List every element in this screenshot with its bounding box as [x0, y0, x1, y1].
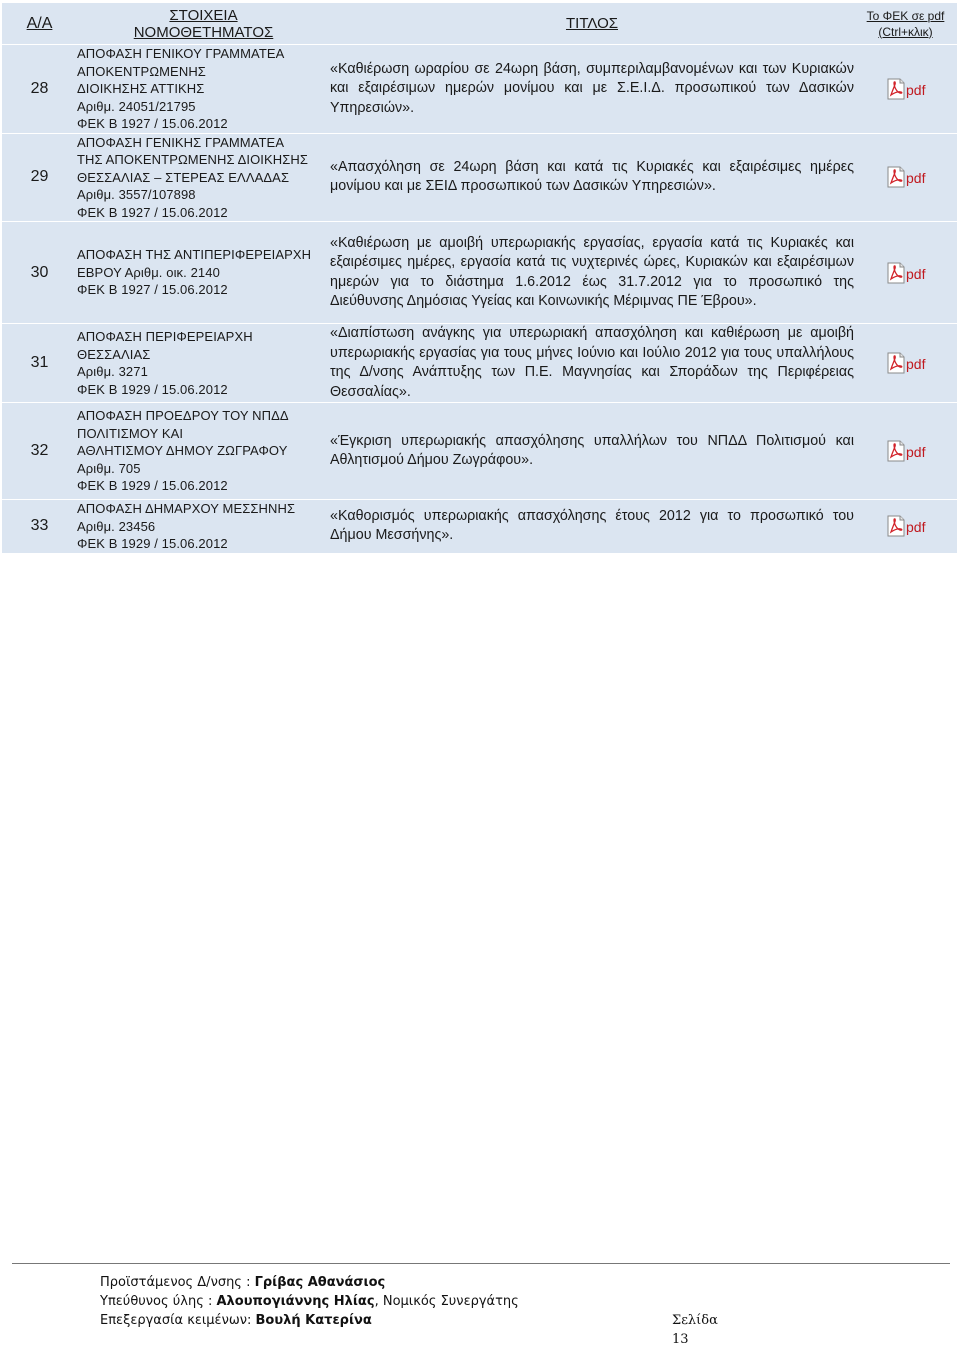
row-number: 32 [2, 403, 77, 499]
legislation-table [2, 2, 957, 554]
row-title: «Καθορισμός υπερωριακής απασχόλησης έτους 2012 για το προσωπικό του Δήμου Μεσσήνης». [330, 500, 854, 553]
table-row [2, 403, 957, 499]
pdf-icon [886, 262, 926, 284]
header-source: ΣΤΟΙΧΕΙΑ ΝΟΜΟΘΕΤΗΜΑΤΟΣ [77, 3, 330, 44]
svg-text:pdf: pdf [905, 265, 925, 282]
pdf-link[interactable] [854, 324, 957, 402]
footer-line-editing: Επεξεργασία κειμένων: Βουλή Κατερίνα [100, 1313, 372, 1328]
table-row [2, 324, 957, 402]
svg-text:pdf: pdf [905, 519, 925, 536]
pdf-link[interactable] [854, 45, 957, 133]
header-title: ΤΙΤΛΟΣ [330, 3, 854, 44]
footer [100, 1273, 718, 1347]
table-row [2, 134, 957, 222]
pdf-link[interactable] [854, 222, 957, 323]
table-row [2, 222, 957, 323]
pdf-icon [886, 166, 926, 188]
row-title: «Καθιέρωση ωραρίου σε 24ωρη βάση, συμπεριλαμβανομένων και των Κυριακών και εξαιρέσιμων ημερών μονίμου και με Σ.Ε.Ι.Δ. προσωπικού των Δασικών Υπηρεσιών». [330, 45, 854, 133]
footer-divider [12, 1263, 950, 1264]
pdf-icon [886, 515, 926, 537]
row-number: 33 [2, 500, 77, 553]
row-number: 29 [2, 134, 77, 222]
row-source: ΑΠΟΦΑΣΗ ΓΕΝΙΚΗΣ ΓΡΑΜΜΑΤΕΑ ΤΗΣ ΑΠΟΚΕΝΤΡΩΜΕΝΗΣ ΔΙΟΙΚΗΣΗΣ ΘΕΣΣΑΛΙΑΣ – ΣΤΕΡΕΑΣ ΕΛΛΑΔΑΣ Αριθμ. 3557/107898 ΦΕΚ Β 1927 / 15.06.2012 [77, 134, 330, 222]
row-source: ΑΠΟΦΑΣΗ ΠΡΟΕΔΡΟΥ ΤΟΥ ΝΠΔΔ ΠΟΛΙΤΙΣΜΟΥ ΚΑΙ ΑΘΛΗΤΙΣΜΟΥ ΔΗΜΟΥ ΖΩΓΡΑΦΟΥ Αριθμ. 705 ΦΕΚ Β 1929 / 15.06.2012 [77, 403, 330, 499]
footer-line-director: Προϊστάμενος Δ/νσης : Γρίβας Αθανάσιος [100, 1275, 386, 1290]
pdf-icon [886, 352, 926, 374]
row-number: 30 [2, 222, 77, 323]
pdf-link[interactable] [854, 403, 957, 499]
row-source: ΑΠΟΦΑΣΗ ΠΕΡΙΦΕΡΕΙΑΡΧΗ ΘΕΣΣΑΛΙΑΣ Αριθμ. 3271 ΦΕΚ Β 1929 / 15.06.2012 [77, 324, 330, 402]
pdf-link[interactable] [854, 134, 957, 222]
row-title: «Έγκριση υπερωριακής απασχόλησης υπαλλήλων του ΝΠΔΔ Πολιτισμού και Αθλητισμού Δήμου Ζωγράφου». [330, 403, 854, 499]
row-title: «Διαπίστωση ανάγκης για υπερωριακή απασχόληση και καθιέρωση με αμοιβή υπερωριακής εργασίας για τους μήνες Ιούνιο και Ιούλιο 2012 για τους υπαλλήλους της Δ/νσης Ανάπτυξης των Π.Ε. Μαγνησίας και Σποράδων της Περιφέρειας Θεσσαλίας». [330, 324, 854, 402]
row-source: ΑΠΟΦΑΣΗ ΤΗΣ ΑΝΤΙΠΕΡΙΦΕΡΕΙΑΡΧΗ ΕΒΡΟΥ Αριθμ. οικ. 2140 ΦΕΚ Β 1927 / 15.06.2012 [77, 222, 330, 323]
page-number: Σελίδα 13 [672, 1313, 718, 1347]
row-title: «Απασχόληση σε 24ωρη βάση και κατά τις Κυριακές και εξαιρέσιμες ημέρες μονίμου και με ΣΕΙΔ προσωπικού των Δασικών Υπηρεσιών». [330, 134, 854, 222]
svg-text:pdf: pdf [905, 356, 925, 372]
header-pdf: Το ΦΕΚ σε pdf (Ctrl+κλικ) [854, 3, 957, 44]
svg-text:pdf: pdf [905, 81, 925, 98]
svg-text:pdf: pdf [905, 444, 925, 460]
pdf-icon [886, 78, 926, 100]
row-number: 31 [2, 324, 77, 402]
pdf-link[interactable] [854, 500, 957, 553]
footer-line-responsible: Υπεύθυνος ύλης : Αλουπογιάννης Ηλίας, Νομικός Συνεργάτης [100, 1294, 519, 1309]
table-row [2, 45, 957, 133]
table-header-row [2, 3, 957, 44]
header-aa: Α/Α [2, 3, 77, 44]
row-title: «Καθιέρωση με αμοιβή υπερωριακής εργασίας, εργασία κατά τις Κυριακές και εξαιρέσιμες ημέρες, εργασία κατά τις νυχτερινές ώρες, Κυριακών και εξαιρέσιμων ημερών για το διάστημα 1.6.2012 έως 31.7.2012 για το προσωπικό της Διεύθυνσης Δημόσιας Υγείας και Κοινωνικής Μέριμνας ΠΕ Έβρου». [330, 222, 854, 323]
row-source: ΑΠΟΦΑΣΗ ΔΗΜΑΡΧΟΥ ΜΕΣΣΗΝΗΣ Αριθμ. 23456 ΦΕΚ Β 1929 / 15.06.2012 [77, 500, 330, 553]
row-source: ΑΠΟΦΑΣΗ ΓΕΝΙΚΟΥ ΓΡΑΜΜΑΤΕΑ ΑΠΟΚΕΝΤΡΩΜΕΝΗΣ ΔΙΟΙΚΗΣΗΣ ΑΤΤΙΚΗΣ Αριθμ. 24051/21795 ΦΕΚ Β 1927 / 15.06.2012 [77, 45, 330, 133]
row-number: 28 [2, 45, 77, 133]
svg-text:pdf: pdf [905, 170, 925, 187]
table-row [2, 500, 957, 553]
pdf-icon [886, 440, 926, 462]
